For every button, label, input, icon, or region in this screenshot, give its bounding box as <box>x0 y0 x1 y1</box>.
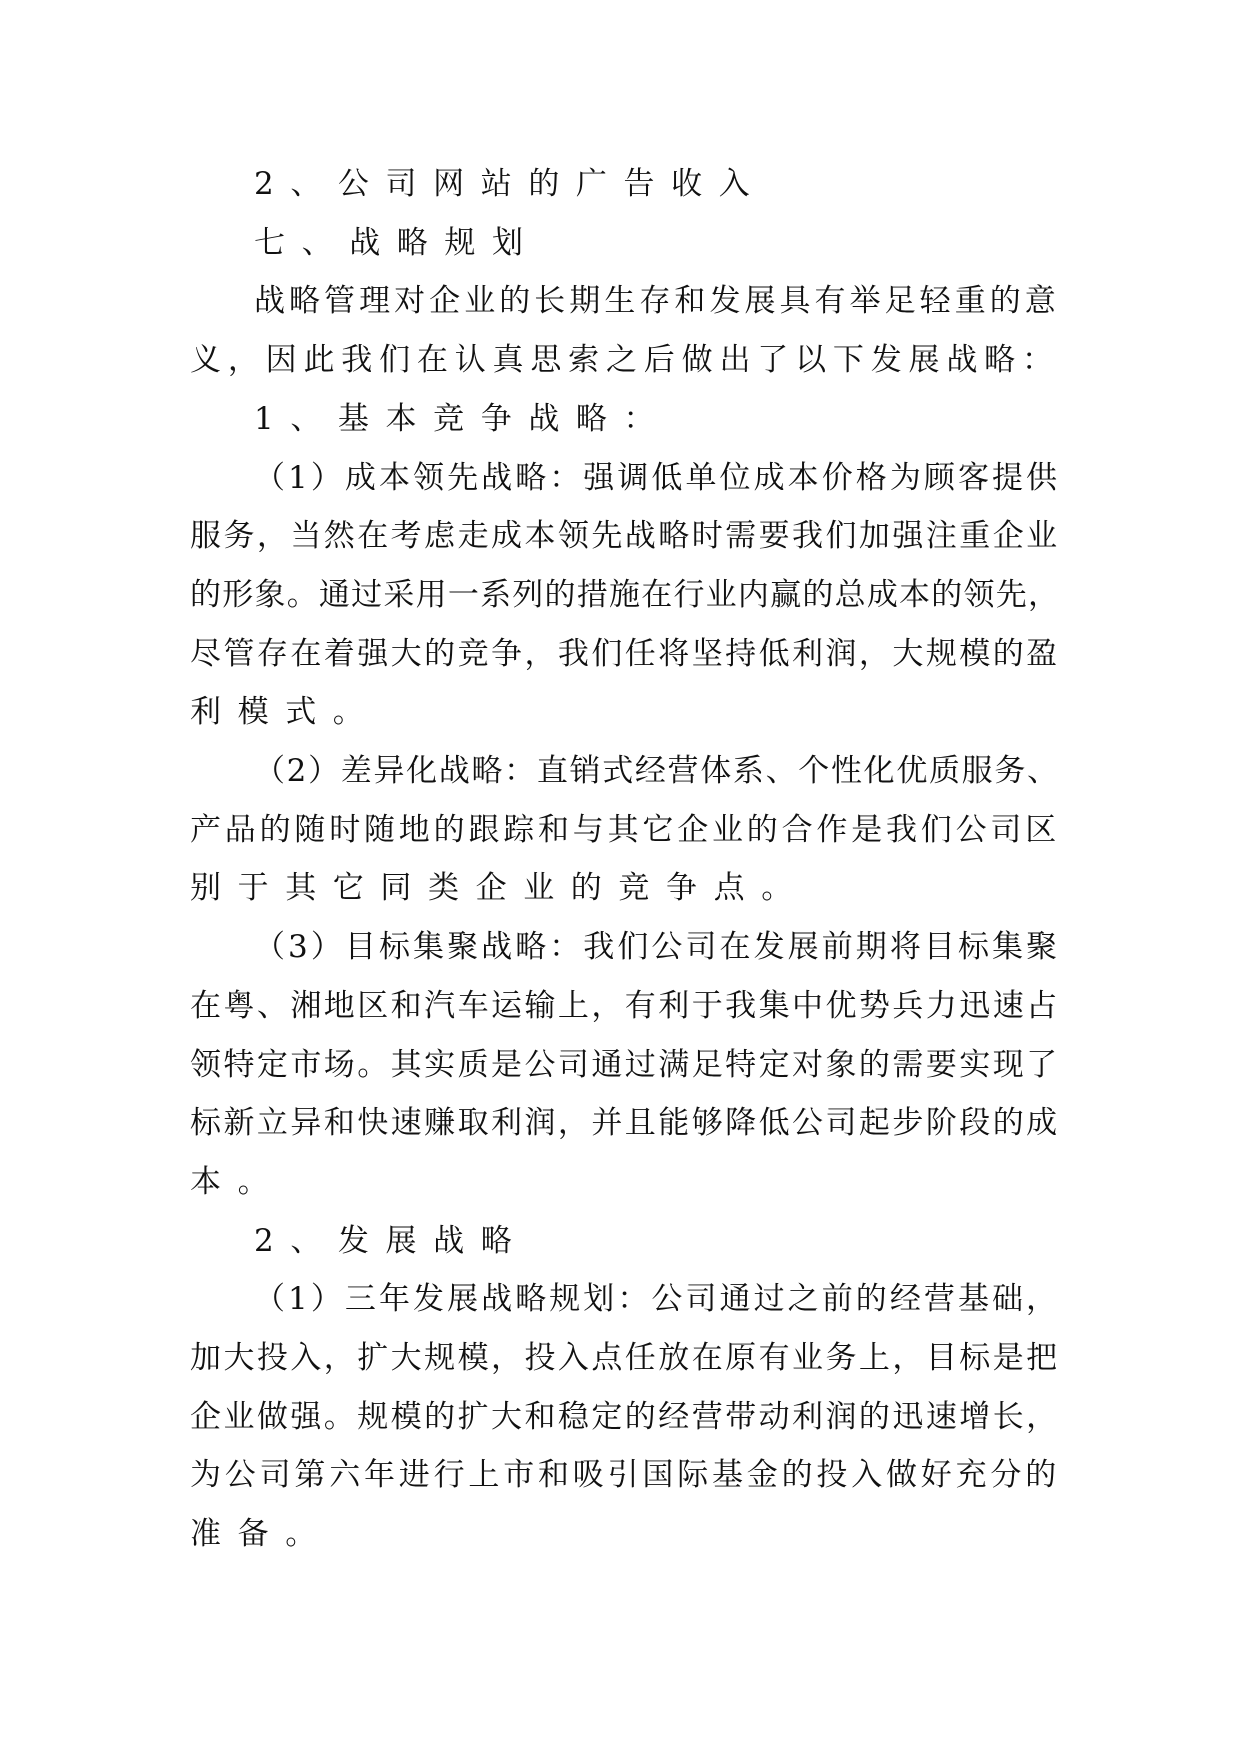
text-line: 2、发展战略 <box>254 1222 529 1259</box>
text-line: （2）差异化战略：直销式经营体系、个性化优质服务、 <box>254 753 1060 789</box>
text-line: 七、战略规划 <box>254 224 540 261</box>
text-line: 义，因此我们在认真思索之后做出了以下发展战略： <box>190 342 1060 379</box>
text-line: 利模式。 <box>190 694 381 731</box>
text-line: 1、基本竞争战略： <box>254 400 672 437</box>
text-line: 别于其它同类企业的竞争点。 <box>190 870 809 907</box>
text-line: （1）成本领先战略：强调低单位成本价格为顾客提供 <box>254 459 1061 496</box>
text-line: 战略管理对企业的长期生存和发展具有举足轻重的意 <box>254 283 1060 320</box>
text-line: 为公司第六年进行上市和吸引国际基金的投入做好充分的 <box>190 1457 1060 1494</box>
text-line: （3）目标集聚战略：我们公司在发展前期将目标集聚 <box>254 929 1061 966</box>
text-line: 本。 <box>190 1163 286 1200</box>
text-line: 标新立异和快速赚取利润，并且能够降低公司起步阶段的成 <box>190 1105 1060 1142</box>
text-line: 尽管存在着强大的竞争，我们任将坚持低利润，大规模的盈 <box>190 635 1060 672</box>
text-line: 准备。 <box>190 1516 333 1553</box>
text-line: 在粤、湘地区和汽车运输上，有利于我集中优势兵力迅速占 <box>190 987 1060 1024</box>
text-line: 的形象。通过采用一系列的措施在行业内赢的总成本的领先， <box>190 576 1061 613</box>
text-line: （1）三年发展战略规划：公司通过之前的经营基础， <box>254 1281 1061 1318</box>
text-line: 产品的随时随地的跟踪和与其它企业的合作是我们公司区 <box>190 811 1060 848</box>
text-line: 企业做强。规模的扩大和稳定的经营带动利润的迅速增长， <box>190 1398 1060 1435</box>
text-line: 服务，当然在考虑走成本领先战略时需要我们加强注重企业 <box>190 518 1060 555</box>
text-line: 领特定市场。其实质是公司通过满足特定对象的需要实现了 <box>190 1046 1060 1083</box>
text-line: 加大投入，扩大规模，投入点任放在原有业务上，目标是把 <box>190 1340 1060 1376</box>
text-line: 2、公司网站的广告收入 <box>254 166 767 202</box>
